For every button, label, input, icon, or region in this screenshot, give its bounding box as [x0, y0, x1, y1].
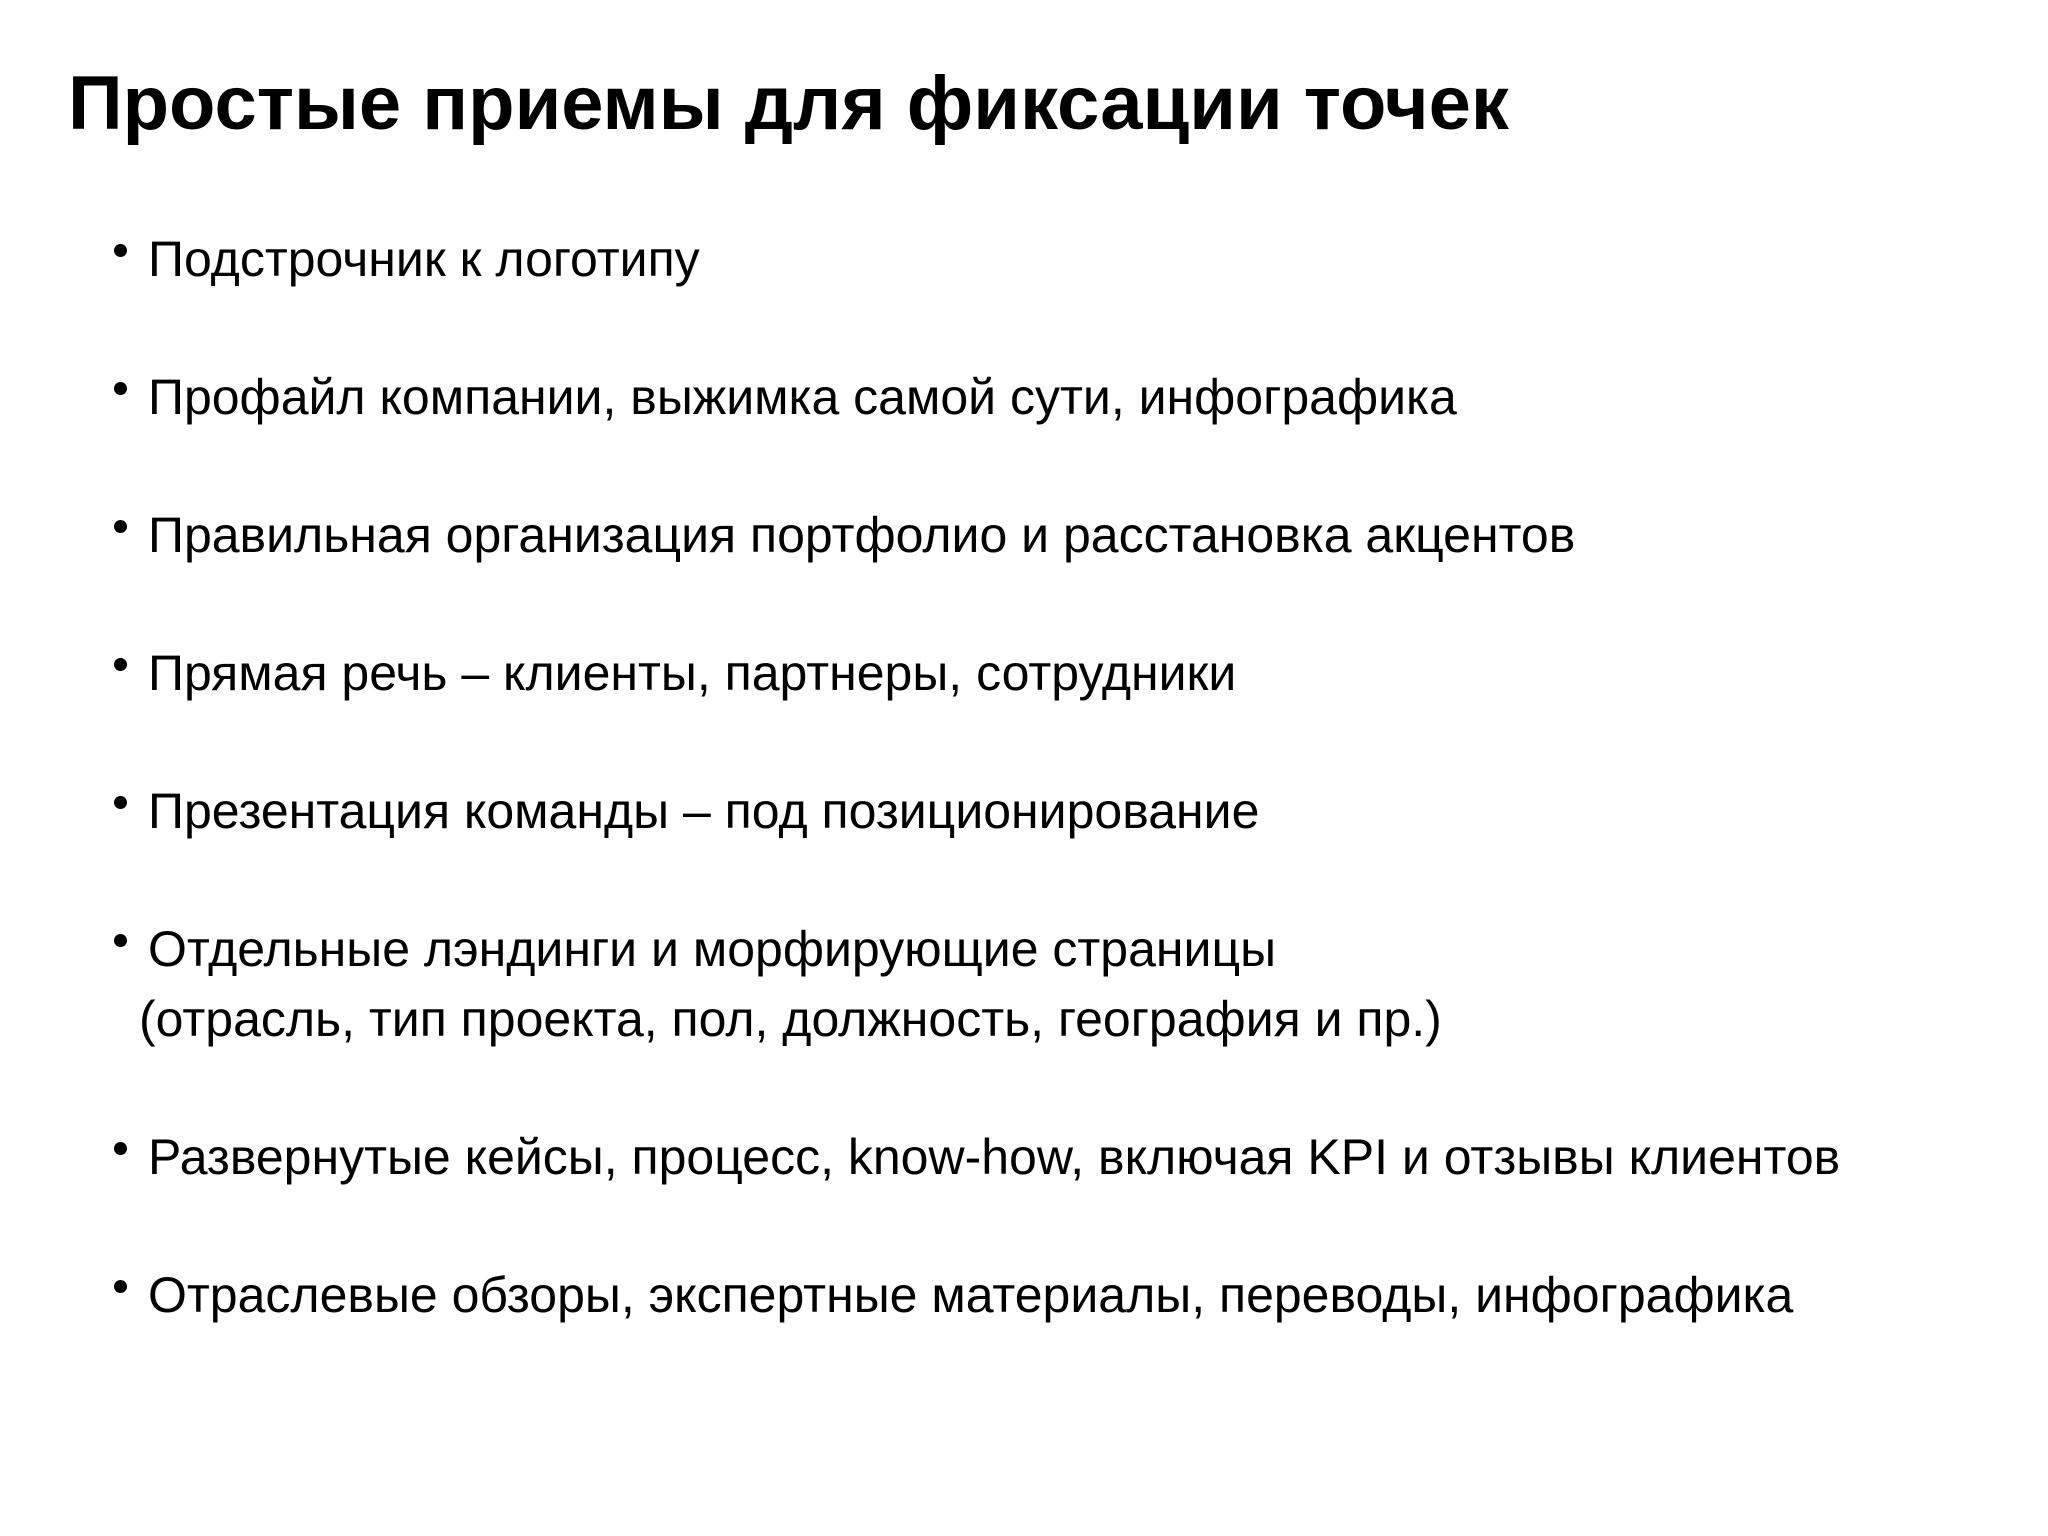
- bullet-text: Развернутые кейсы, процесс, know-how, включая KPI и отзывы клиентов: [148, 1129, 1841, 1185]
- bullet-text: Презентация команды – под позиционирование: [148, 783, 1260, 839]
- bullet-text: Прямая речь – клиенты, партнеры, сотрудники: [148, 645, 1237, 701]
- bullet-text: Подстрочник к логотипу: [148, 231, 700, 287]
- bullet-dot-icon: [114, 382, 127, 395]
- bullet-item: [112, 362, 1840, 432]
- bullet-text: Отраслевые обзоры, экспертные материалы, переводы, инфографика: [148, 1267, 1794, 1323]
- bullet-item: [112, 1122, 1840, 1192]
- bullet-dot-icon: [114, 244, 127, 257]
- bullet-dot-icon: [114, 1280, 127, 1293]
- bullet-item: [112, 224, 1840, 294]
- bullet-list: [112, 224, 1840, 1398]
- bullet-dot-icon: [114, 520, 127, 533]
- bullet-item: [112, 500, 1840, 570]
- bullet-text: Профайл компании, выжимка самой сути, инфографика: [148, 369, 1457, 425]
- bullet-item: [112, 914, 1840, 1054]
- bullet-text-continuation: (отрасль, тип проекта, пол, должность, география и пр.): [139, 991, 1442, 1047]
- bullet-dot-icon: [114, 796, 127, 809]
- bullet-item: [112, 1260, 1840, 1330]
- bullet-text: Отдельные лэндинги и морфирующие страницы: [148, 921, 1277, 977]
- bullet-text: Правильная организация портфолио и расстановка акцентов: [148, 507, 1576, 563]
- bullet-dot-icon: [114, 1142, 127, 1155]
- bullet-item: [112, 638, 1840, 708]
- bullet-dot-icon: [114, 934, 127, 947]
- bullet-item: [112, 776, 1840, 846]
- bullet-dot-icon: [114, 658, 127, 671]
- slide-title: Простые приемы для фиксации точек: [68, 61, 1509, 146]
